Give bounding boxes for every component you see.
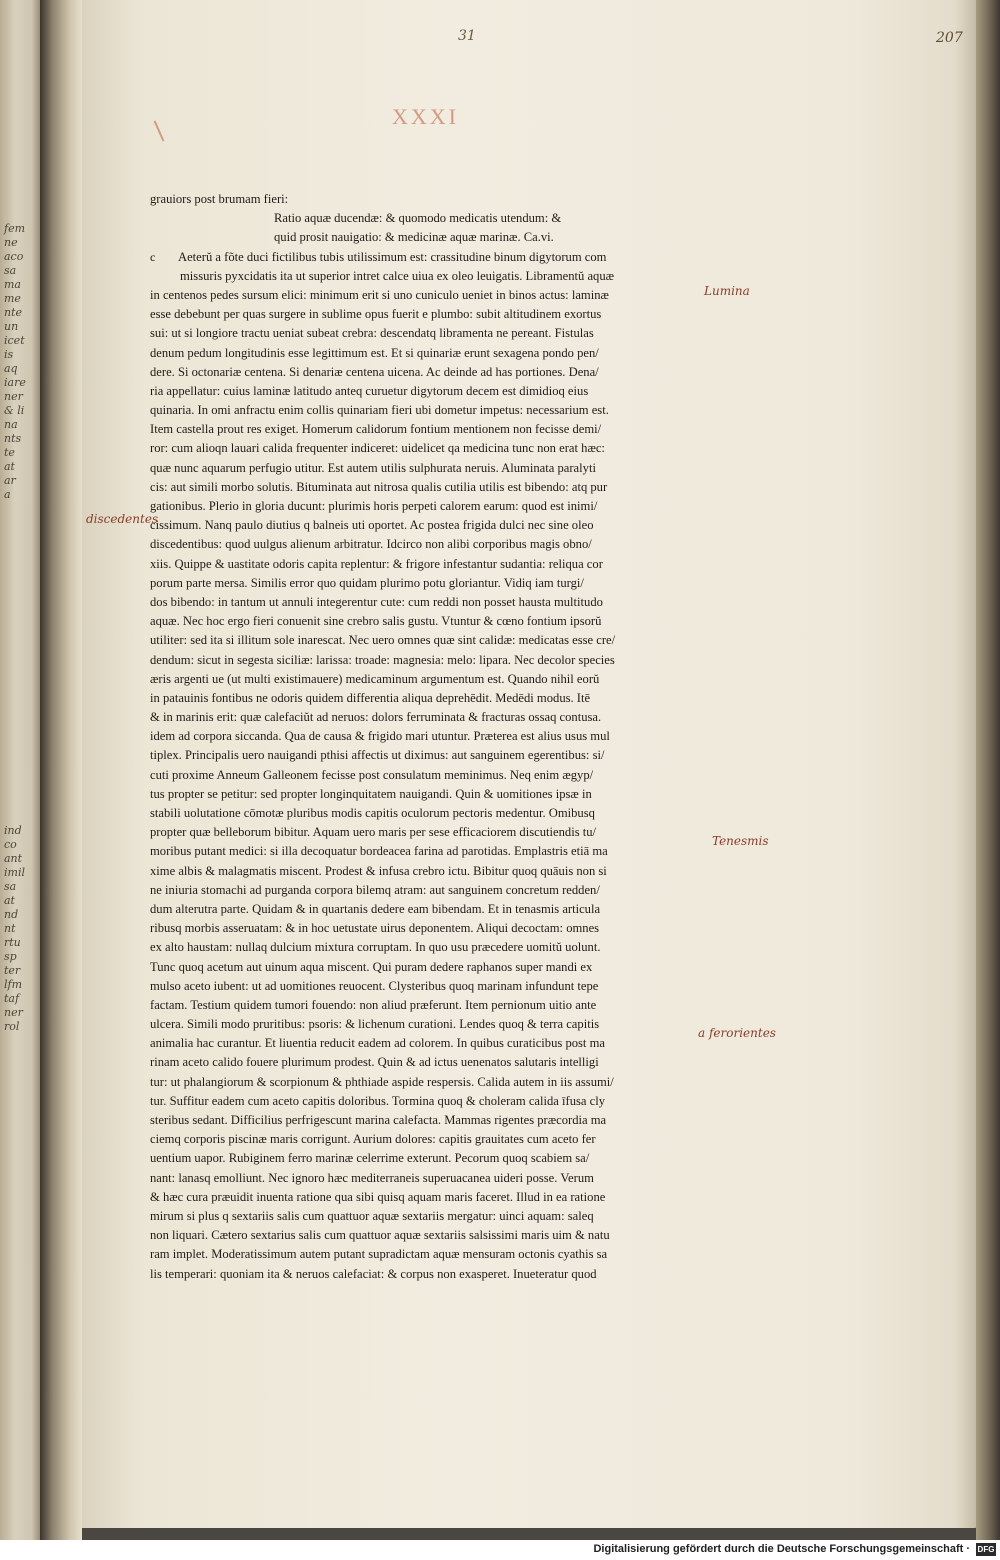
left-facing-page <box>0 0 42 1560</box>
text-line: stabili uolutatione cōmotæ pluribus modis capitis oculorum pectoris medentur. Omibusq <box>150 806 595 820</box>
text-line: dere. Si octonariæ centena. Si denariæ centena uicena. Ac deinde ad has portiones. Dena/ <box>150 364 599 379</box>
text-line: discedentibus: quod uulgus alienum arbitratur. Idcirco non alibi corporibus magis obno/ <box>150 537 592 552</box>
text-line: mirum si plus q sextariis salis cum quattuor aquæ sextariis mergatur: uinci aquam: saleq <box>150 1208 594 1223</box>
text-line: quæ nunc aquarum perfugio utitur. Est autem utilis sulphurata neruis. Aluminata paralyti <box>150 460 596 475</box>
text-line: tur. Suffitur eadem cum aceto capitis doloribus. Tormina quoq & choleram calida īfusa cly <box>150 1093 606 1108</box>
text-line: xiis. Quippe & uastitate odoris capita replentur: & frigore infestantur sudantia: reliqua cor <box>150 556 603 571</box>
text-line: dendum: sicut in segesta siciliæ: larissa: troade: magnesia: melo: lipara. Nec decolor species <box>150 652 615 667</box>
text-line: uentium uapor. Rubiginem ferro marinæ celerrime exterunt. Pecorum quoq scabiem sa/ <box>150 1151 590 1166</box>
dfg-logo: DFG <box>977 1545 995 1554</box>
text-line: utiliter: sed ita si illitum sole inarescat. Nec uero omnes quæ sint calidæ: medicatas esse cre/ <box>150 633 616 648</box>
margin-note-lumina: Lumina <box>704 284 750 298</box>
text-line: dos bibendo: in tantum ut annuli integerentur cute: cum reddi non posset hausta multitudo <box>150 594 603 609</box>
text-line: propter quæ belleborum bibitur. Aquam uero maris per sese efficaciorem discutiendis tu/ <box>150 825 597 840</box>
text-line: cis: aut simili morbo solutis. Bituminata aut nitrosa qualis cutilia utilis est bibendo: atq pur <box>150 479 608 494</box>
text-line: ribusq morbis asseruatam: & in hoc uetustate uirus deponentem. Aliqui decoctam: omnes <box>150 921 600 936</box>
text-line: æris argenti ue (ut multi existimauere) medicaminum argumentum est. Quando nihil eorŭ <box>150 671 600 686</box>
text-line <box>150 248 695 267</box>
text-line: & hæc cura præuidit inuenta ratione qua sibi quisq aquam maris faceret. Illud in ea ratione <box>150 1189 606 1204</box>
text-line: sui: ut si longiore tractu ueniat subeat crebra: descendatq libramenta ne pereant. Fistulas <box>150 326 594 341</box>
text-line: in patauinis fontibus ne odoris quidem differentia aliqua deprehēdit. Medēdi modus. Itē <box>150 690 591 705</box>
text-line: ria appellatur: cuius laminæ latitudo anteq curuetur digytorum decem est dimidioq eius <box>150 383 589 398</box>
text-line: in centenos pedes sursum elici: minimum erit si uno cuniculo ueniet in binos actus: laminæ <box>150 287 609 302</box>
body-text <box>150 190 695 1284</box>
text-line: tur: ut phalangiorum & scorpionum & phthiade aspide respersis. Calida autem in iis assumi/ <box>150 1074 614 1089</box>
text-line: ex alto haustam: nullaq dulcium mixtura corruptam. In quo usu præcedere uomitŭ uolunt. <box>150 940 601 955</box>
text-line: cissimum. Nanq paulo diutius q balneis uti oportet. Ac postea frigida dulci nec sine oleo <box>150 518 594 533</box>
text-line: animalia hac curantur. Et liuentia reducit eadem ad colorem. In quibus curaticibus post ma <box>150 1036 605 1051</box>
text-line: & in marinis erit: quæ calefaciŭt ad neruos: dolors ferruminata & fracturas ossaq contusa. <box>150 710 602 725</box>
text-line: gationibus. Plerio in gloria ducunt: plurimis horis perpeti calorem earum: quod est inimi/ <box>150 499 598 513</box>
folio-top: 31 <box>458 28 476 44</box>
folio-number: 207 <box>936 30 963 46</box>
text-line: ciemq corporis piscinæ maris corrigunt. Aurium dolores: capitis grauitates cum aceto fer <box>150 1132 596 1147</box>
chapter-number: XXXI <box>392 104 459 129</box>
text-line-content: Aeterŭ a fõte duci fictilibus tubis utilissimum est: crassitudine binum digytorum com <box>178 249 607 264</box>
section-heading-line: Ratio aquæ ducendæ: & quomodo medicatis utendum: & <box>274 211 562 226</box>
text-line: factam. Testium quidem tumori fouendo: non aliud præferunt. Item pernionum uitio ante <box>150 997 597 1012</box>
text-line: xime albis & malagmatis miscent. Prodest & infusa crebro ictu. Bibitur quoq quāuis non si <box>150 863 607 878</box>
text-line: lis temperari: quoniam ita & neruos calefaciat: & corpus non exasperet. Inueteratur quod <box>150 1266 597 1281</box>
text-line: dum alterutra parte. Quidam & in quartanis dedere eam bibendam. Et in tenasmis articula <box>150 901 601 916</box>
text-line: idem ad corpora siccanda. Qua de causa & frigido mari utuntur. Præterea est alius usus mul <box>150 729 610 744</box>
opening-line: grauiors post brumam fieri: <box>150 192 289 206</box>
text-line: ulcera. Simili modo pruritibus: psoris: & lichenum curationi. Lendes quoq & terra capitis <box>150 1017 600 1032</box>
text-line: moribus putant medici: si illa decoquatur bordeacea farina ad parotidas. Emplastris etiā ma <box>150 844 608 859</box>
text-line: tus propter se petitur: sed propter longinquitatem nauigandi. Quin & uomitiones ipsæ in <box>150 786 592 801</box>
text-line: ror: cum alioqn lauari calida frequenter indiceret: uidelicet qa medicina tunc non erat hæc: <box>150 441 605 456</box>
text-line: porum parte mersa. Similis error quo quidam plurimo potu gloriantur. Vidiq iam turgi/ <box>150 575 584 590</box>
margin-note-tenesmis: Tenesmis <box>712 834 769 848</box>
margin-note-discedentes: discedentes <box>86 512 159 526</box>
binding-gutter <box>40 0 82 1560</box>
initial-letter: c <box>150 249 156 264</box>
text-line: Tunc quoq acetum aut uinum aqua miscent. Qui puram dedere raphanos super mandi ex <box>150 959 593 974</box>
text-line: cuti proxime Anneum Galleonem fecisse post consulatum meminimus. Neq enim ægyp/ <box>150 767 594 782</box>
text-line: aquæ. Nec hoc ergo fieri conuenit sine crebro salis gustu. Vtuntur & cœno fontium ipsorŭ <box>150 614 602 629</box>
left-page-text: fem ne aco sa ma me nte un icet is aq iare ner & li na nts te at ar a ind co ant imil sa at nd nt rtu sp ter lfm taf ner rol <box>4 222 26 1033</box>
section-heading-line: quid prosit nauigatio: & medicinæ aquæ marinæ. Ca.vi. <box>274 230 554 245</box>
funding-credit: Digitalisierung gefördert durch die Deutsche Forschungsgemeinschaft · <box>593 1543 970 1555</box>
paragraph <box>150 248 695 1284</box>
text-line: non liquari. Cætero sextarius salis cum quattuor aquæ sextariis salsissimi maris uim & natu <box>150 1228 610 1243</box>
text-line: steribus sedant. Difficilius perfrigescunt marina calefacta. Mammas rigentes præcordia ma <box>150 1113 607 1127</box>
text-line: denum pedum longitudinis esse legittimum est. Et si quinariæ erunt sexagena pondo pen/ <box>150 345 599 360</box>
text-line: tiplex. Principalis uero nauigandi pthisi affectis ut diximus: aut sanguinem egerentibus: si/ <box>150 748 605 763</box>
text-line: missuris pyxcidatis ita ut superior intret calce uiua ex oleo leuigatis. Libramentŭ aquæ <box>180 268 615 283</box>
page-edge <box>976 0 1000 1560</box>
text-line: rinam aceto calido fouere plurimum prodest. Quin & ad ictus uenenatos salutaris intelligi <box>150 1055 599 1070</box>
text-line: ram implet. Moderatissimum autem putant supradictam aquæ mensuram octonis cyathis sa <box>150 1247 608 1262</box>
text-line: quinaria. In omi anfractu enim collis quinariam fieri ubi dometur impetus: necessarium est. <box>150 403 609 418</box>
text-line: esse debebunt per quas surgere in sublime opus fuerit e plumbo: subit altitudinem exortus <box>150 307 602 322</box>
margin-note-ferorientes: a ferorientes <box>698 1026 776 1040</box>
text-line: Item castella prout res exiget. Homerum calidorum fontium mentionem non fecisse demi/ <box>150 422 602 437</box>
text-line: mulso aceto iubent: ut ad uomitiones reuocent. Clysteribus quoq marinam infundunt tepe <box>150 978 599 993</box>
text-line: nant: lanasq emolliunt. Nec ignoro hæc mediterraneis superuacanea uideri posse. Verum <box>150 1170 594 1185</box>
text-line: ne iniuria stomachi ad purganda corpora bilemq atram: aut sanguinem concretum redden/ <box>150 882 600 897</box>
